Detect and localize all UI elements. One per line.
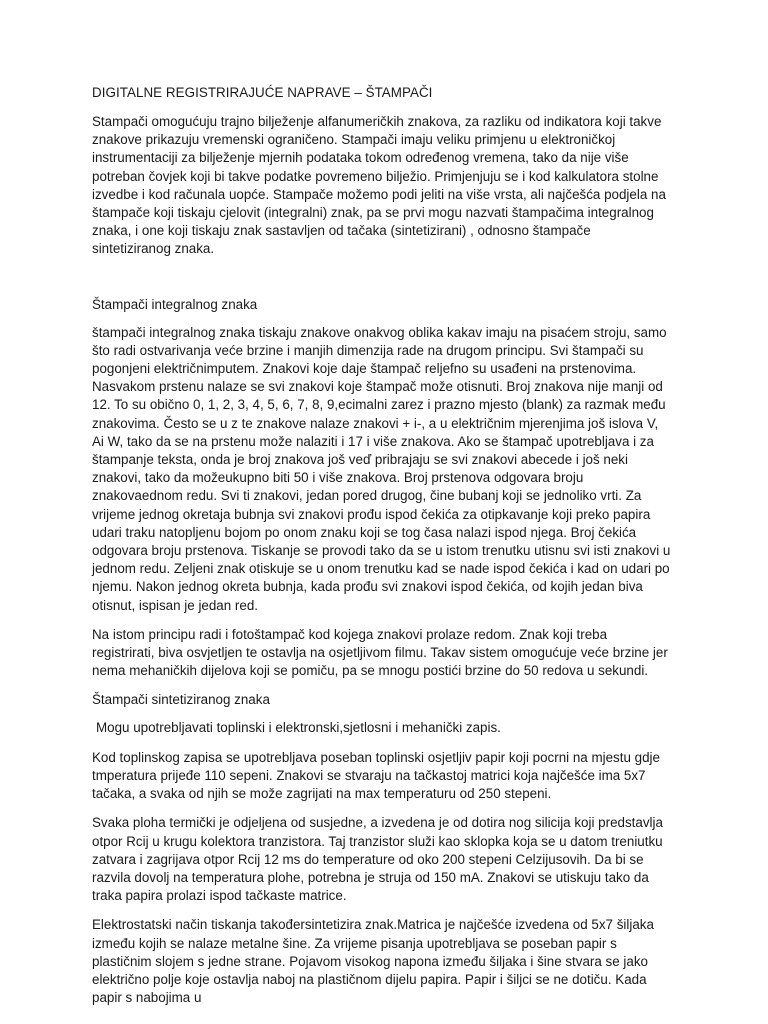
intro-paragraph: Stampači omogućuju trajno bilježenje alfanumeričkih znakova, za razliku od indikatora koji takve znakove prikazuju vremenski ograničeno. Stampači imaju veliku primjenu u elektroničkoj instrumentaciji za bilježenje mjernih podataka tokom određenog vremena, tako da nije više potreban čovjek koji bi takve podatke povremeno bilježio. Primjenjuju se i kod kalkulatora stolne izvedbe i kod računala uopće. Stampače možemo podi jeliti na više vrsta, ali najčešća podjela na štampače koji tiskaju cjelovit (integralni) znak, pa se prvi mogu nazvati štampačima integralnog znaka, i one koji tiskaju znak sastavljen od tačaka (sintetizirani) , odnosno štampače sintetiziranog znaka. [92,114,666,257]
integral-paragraph-2: Na istom principu radi i fotoštampač kod kojega znakovi prolaze redom. Znak koji treba registrirati, biva osvjetljen te ostavlja na osjetljivom filmu. Takav sistem omogućuje veće brzine jer nema mehaničkih dijelova koji se pomiču, pa se mnogu postići brzine do 50 redova u sekundi. [92,626,668,679]
synthesized-paragraph-4: Elektrostatski način tiskanja takođersintetizira znak.Matrica je najčešće izvedena od 5x7 šiljaka između kojih se nalaze metalne šine. Za vrijeme pisanja upotrebljava se poseban papir s plastičnim slojem s jedne strane. Pojavom visokog napona između šiljaka i šine stvara se jako električno polje koje ostavlja naboj na plastičnom dijelu papira. Papir i šiljci se ne dotiču. Kada papir s nabojima u [92,917,654,1006]
integral-paragraph-1: štampači integralnog znaka tiskaju znakove onakvog oblika kakav imaju na pisaćem stroju, samo što radi ostvarivanja veće brzine i manjih dimenzija rade na drugom principu. Svi štampači su pogonjeni električnimputem. Znakovi koje daje štampač reljefno su usađeni na prstenovima. Nasvakom prstenu nalaze se svi znakovi koje štampač može otisnuti. Broj znakova nije manji od 12. To su obično 0, 1, 2, 3, 4, 5, 6, 7, 8, 9,ecimalni zarez i prazno mjesto (blank) za razmak među znakovima. Često se u z te znakove nalaze znakovi + i-, a u električnim mjerenjima još islova V, Ai W, tako da se na prstenu može nalaziti i 17 i više znakova. Ako se štampač upotrebljava i za štampanje teksta, onda je broj znakova još veď pribrajaju se svi znakovi abecede i još neki znakovi, tako da možeukupno biti 50 i više znakova. Broj prstenova odgovara broju znakovaednom redu. Svi ti znakovi, jedan pored drugog, čine bubanj koji se jednoliko vrti. Za vrijeme jednog okretaja bubnja svi znakovi prođu ispod čekića za otipkavanje koji preko papira udari traku natopljenu bojom po onom znaku koji se tog časa nalazi ispod njega. Broj čekića odgovara broju prstenova. Tiskanje se provodi tako da se u istom trenutku utisnu svi isti znakovi u jednom redu. Zeljeni znak otiskuje se u onom trenutku kad se nade ispod čekića i kad on udari po njemu. Nakon jednog okreta bubnja, kada prođu svi znakovi ispod čekića, od kojih jedan biva otisnut, ispisan je jedan red. [92,324,671,613]
section-heading-integral: Štampači integralnog znaka [92,296,258,312]
document-title: DIGITALNE REGISTRIRAJUĆE NAPRAVE – ŠTAMPAČI [92,85,433,100]
synthesized-paragraph-1: Mogu upotrebljavati toplinski i elektronski,sjetlosni i mehanički zapis. [96,720,501,736]
synthesized-paragraph-3: Svaka ploha termički je odjeljena od susjedne, a izvedena je od dotira nog silicija koji predstavlja otpor Rcij u krugu kolektora tranzistora. Taj tranzistor služi kao sklopka koja se u datom treniutku zatvara i zagrijava otpor Rcij 12 ms do temperature od oko 200 stepeni Celzijusovih. Da bi se razvila dovolj na temperatura plohe, potrebna je struja od 150 mA. Znakovi se utiskuju tako da traka papira prolazi ispod tačkaste matrice. [92,815,663,904]
section-heading-synthesized: Štampači sintetiziranog znaka [92,692,270,708]
spacer [92,270,672,296]
synthesized-paragraph-2: Kod toplinskog zapisa se upotrebljava poseban toplinski osjetljiv papir koji pocrni na mjestu gdje tmperatura prijeđe 110 sepeni. Znakovi se stvaraju na tačkastoj matrici koja najčešće ima 5x7 tačaka, a svaka od njih se može zagrijati na max temperaturu od 250 stepeni. [92,749,660,802]
